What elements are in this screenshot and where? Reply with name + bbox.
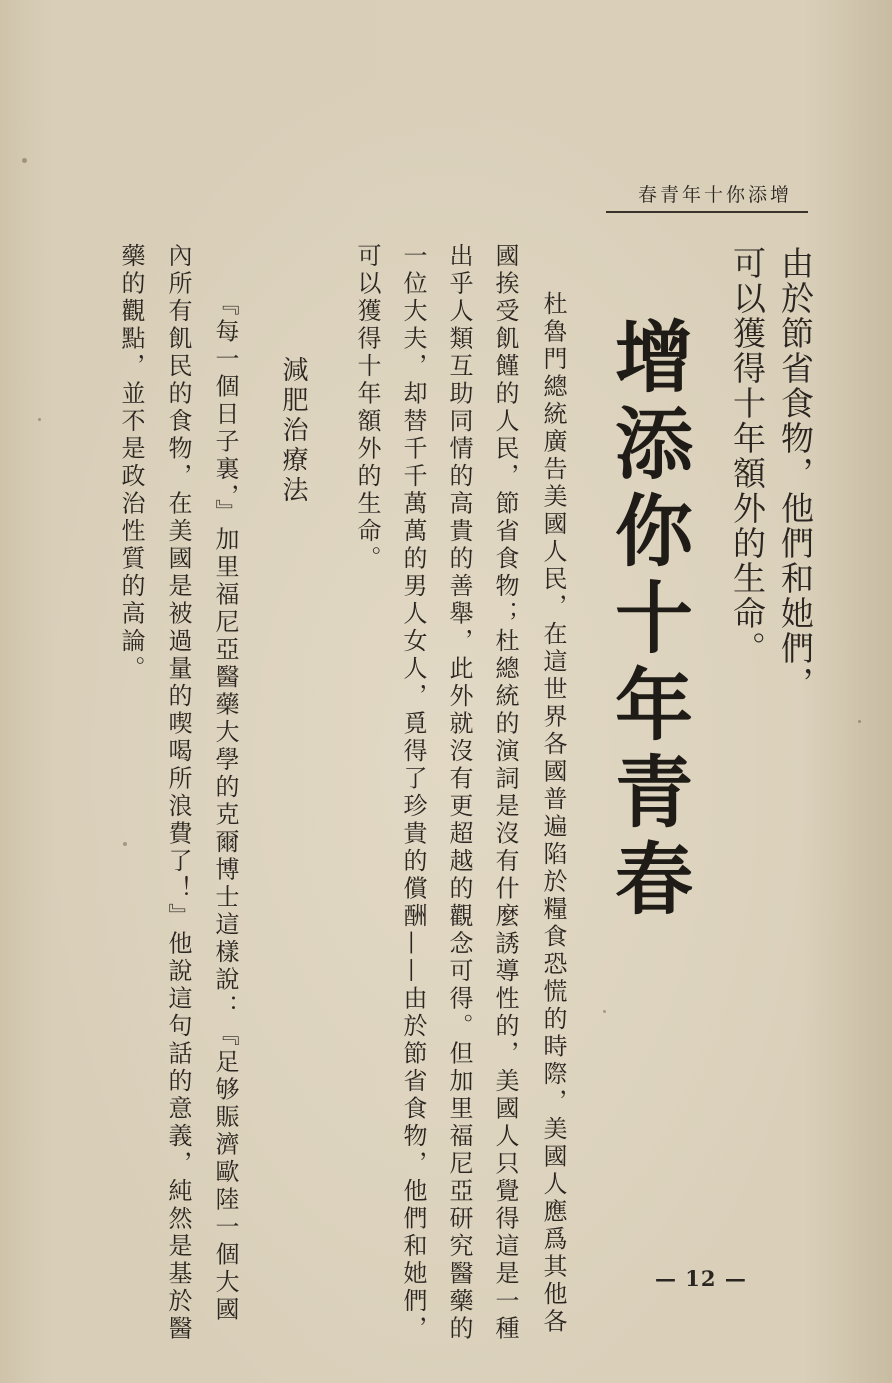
subtitle-line-1: 由於節省食物，他們和她們，: [776, 246, 815, 701]
section-column-2: 內所有飢民的食物，在美國是被過量的喫喝所浪費了！』他說這句話的意義，純然是基於醫: [164, 243, 192, 1343]
body-column-2: 國挨受飢饉的人民，節省食物；杜總統的演詞是沒有什麼誘導性的，美國人只覺得這是一種: [491, 243, 519, 1343]
paper-speck: [22, 158, 27, 163]
subtitle-line-2: 可以獲得十年額外的生命。: [728, 246, 767, 666]
paper-speck: [858, 720, 861, 723]
paper-speck: [123, 842, 127, 846]
paper-speck: [603, 1010, 606, 1013]
running-header: 增添你十年青春: [637, 184, 792, 206]
body-column-5: 可以獲得十年額外的生命。: [353, 243, 381, 573]
section-column-1: 『每一個日子裏，』加里福尼亞醫藥大學的克爾博士這樣說：『足够賑濟歐陸一個大國: [211, 291, 239, 1324]
section-heading: 減肥治療法: [278, 356, 308, 506]
page-number: — 12 —: [655, 1266, 747, 1291]
section-column-3: 藥的觀點，並不是政治性質的高論。: [117, 243, 145, 683]
body-column-3: 出乎人類互助同情的高貴的善舉，此外就沒有更超越的觀念可得。但加里福尼亞研究醫藥的: [445, 243, 473, 1343]
body-column-1: 杜魯門總統廣告美國人民，在這世界各國普遍陷於糧食恐慌的時際，美國人應爲其他各: [539, 291, 567, 1336]
paper-speck: [38, 418, 41, 421]
body-column-4: 一位大夫，却替千千萬萬的男人女人，覓得了珍貴的償酬——由於節省食物，他們和她們，: [399, 243, 427, 1343]
header-rule: [606, 211, 808, 213]
article-title: 增添你十年青春: [602, 316, 693, 925]
